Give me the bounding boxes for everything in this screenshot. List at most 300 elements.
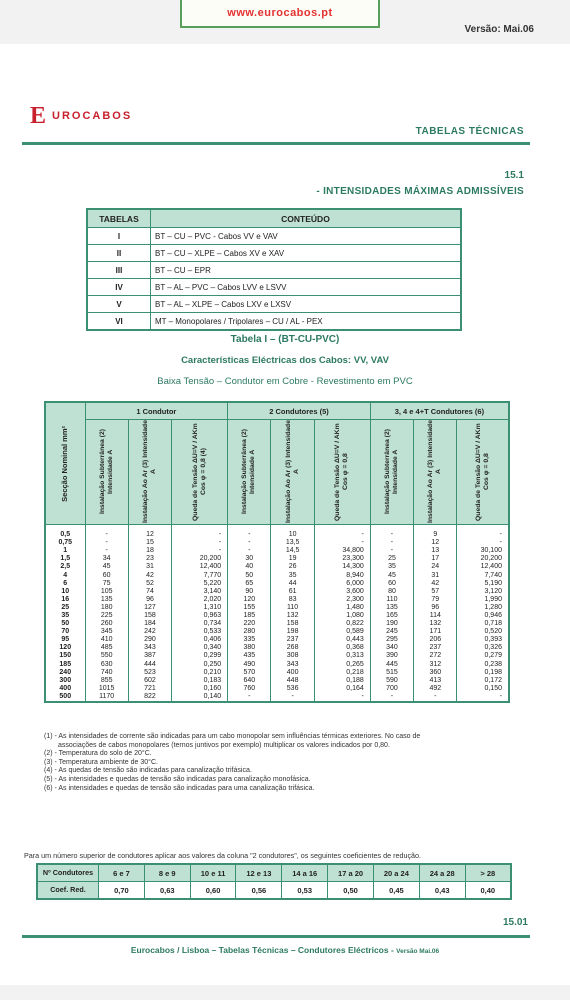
section-cell: 120 <box>45 644 85 652</box>
section-cell: 240 <box>45 669 85 677</box>
toc-table <box>86 208 462 331</box>
intensity-cell: 165 <box>370 612 413 620</box>
intensity-cell: 490 <box>228 661 271 669</box>
intensity-cell: 120 <box>228 596 271 604</box>
intensity-cell: 308 <box>271 652 314 660</box>
url-box[interactable] <box>180 0 380 28</box>
intensity-cell: 340 <box>370 644 413 652</box>
voltage-drop-cell: - <box>457 539 509 547</box>
intensity-cell: 180 <box>85 604 128 612</box>
intensity-cell: 9 <box>414 531 457 539</box>
voltage-drop-cell: 0,326 <box>457 644 509 652</box>
intensity-cell: 42 <box>414 580 457 588</box>
table-row <box>45 596 509 604</box>
intensity-cell: 492 <box>414 685 457 693</box>
footer-text: Eurocabos / Lisboa – Tabelas Técnicas – Condutores Eléctricos - <box>130 945 397 955</box>
intensity-cell: 52 <box>128 580 171 588</box>
voltage-drop-cell: - <box>314 539 370 547</box>
characteristics-body <box>45 525 509 702</box>
voltage-drop-cell: 0,340 <box>172 644 228 652</box>
col-header-voltage-drop: Queda de Tensão ΔU=V / AKm Cos φ = 0,8 <box>457 420 509 525</box>
intensity-cell: 312 <box>414 661 457 669</box>
intensity-cell: 45 <box>85 563 128 571</box>
intensity-cell: 590 <box>370 677 413 685</box>
intensity-cell: 31 <box>414 571 457 579</box>
voltage-drop-cell: 0,188 <box>314 677 370 685</box>
voltage-drop-cell: 0,533 <box>172 628 228 636</box>
site-url[interactable]: www.eurocabos.pt <box>227 7 333 19</box>
intensity-cell: 550 <box>85 652 128 660</box>
voltage-drop-cell: 0,822 <box>314 620 370 628</box>
intensity-cell: 135 <box>85 596 128 604</box>
col-header-voltage-drop: Queda de Tensão ΔU=V / AKm Cos φ = 0,8 <box>314 420 370 525</box>
intensity-cell: 343 <box>271 661 314 669</box>
coef-value-cell: 0,40 <box>465 882 511 900</box>
section-number: 15.1 <box>504 170 524 181</box>
col-header-air: Instalação Ao Ar (3) Intensidade A <box>414 420 457 525</box>
table-title: Tabela I – (BT-CU-PVC) <box>230 334 340 345</box>
section-cell: 6 <box>45 580 85 588</box>
section-cell: 0,75 <box>45 539 85 547</box>
table-subsubtitle: Baixa Tensão – Condutor em Cobre - Revestimento em PVC <box>157 376 413 387</box>
table-row <box>45 539 509 547</box>
intensity-cell: 15 <box>128 539 171 547</box>
table-row <box>45 588 509 596</box>
note-line: (5) - As intensidades e quedas de tensão são indicadas para canalização monofásica. <box>44 775 311 783</box>
section-cell: 1,5 <box>45 555 85 563</box>
intensity-cell: 380 <box>228 644 271 652</box>
section-cell: 4 <box>45 571 85 579</box>
coef-value-cell: 0,63 <box>144 882 190 900</box>
voltage-drop-cell: 0,279 <box>457 652 509 660</box>
voltage-drop-cell: 0,198 <box>457 669 509 677</box>
intensity-cell: 485 <box>85 644 128 652</box>
intensity-cell: 132 <box>271 612 314 620</box>
col-header-voltage-drop: Queda de Tensão ΔU=V / AKm Cos φ = 0,8 (4) <box>172 420 228 525</box>
intensity-cell: 23 <box>128 555 171 563</box>
voltage-drop-cell: 0,443 <box>314 636 370 644</box>
intensity-cell: 114 <box>414 612 457 620</box>
section-cell: 400 <box>45 685 85 693</box>
intensity-cell: 570 <box>228 669 271 677</box>
voltage-drop-cell: 20,200 <box>172 555 228 563</box>
intensity-cell: 96 <box>128 596 171 604</box>
voltage-drop-cell: 1,480 <box>314 604 370 612</box>
intensity-cell: 435 <box>228 652 271 660</box>
intensity-cell: 17 <box>414 555 457 563</box>
intensity-cell: 1015 <box>85 685 128 693</box>
note-line: (1) - As intensidades de corrente são indicadas para um cabo monopolar sem influências térmicas exteriores. No caso de <box>44 733 421 740</box>
voltage-drop-cell: 1,280 <box>457 604 509 612</box>
coef-label-bottom: Coef. Red. <box>37 882 99 900</box>
intensity-cell: 61 <box>271 588 314 596</box>
intensity-cell: 190 <box>370 620 413 628</box>
coef-value-cell: 0,50 <box>328 882 374 900</box>
intensity-cell: - <box>228 539 271 547</box>
intensity-cell: - <box>370 539 413 547</box>
section-cell: 70 <box>45 628 85 636</box>
divider <box>22 935 530 938</box>
intensity-cell: 65 <box>228 580 271 588</box>
group-header-1: 1 Condutor <box>85 402 228 420</box>
voltage-drop-cell: 0,183 <box>172 677 228 685</box>
section-label: TABELAS TÉCNICAS <box>415 126 524 137</box>
voltage-drop-cell: 20,200 <box>457 555 509 563</box>
intensity-cell: 640 <box>228 677 271 685</box>
col-header-underground: Instalação Subterrânea (2) Intensidade A <box>370 420 413 525</box>
footer-version: Versão Mai.06 <box>396 948 440 955</box>
section-cell: 95 <box>45 636 85 644</box>
voltage-drop-cell: 23,300 <box>314 555 370 563</box>
section-cell: 25 <box>45 604 85 612</box>
intensity-cell: 35 <box>271 571 314 579</box>
intensity-cell: 237 <box>414 644 457 652</box>
voltage-drop-cell: 0,313 <box>314 652 370 660</box>
intensity-cell: 387 <box>128 652 171 660</box>
coef-range-cell: 12 e 13 <box>236 864 282 882</box>
intensity-cell: 50 <box>228 571 271 579</box>
section-cell: 150 <box>45 652 85 660</box>
col-header-underground: Instalação Subterrânea (2) Intensidade A <box>85 420 128 525</box>
note-line: associações de cabos monopolares (ternos juntivos por exemplo) multiplicar os valores indicados por 0,80. <box>58 741 390 749</box>
voltage-drop-cell: 12,400 <box>457 563 509 571</box>
intensity-cell: 536 <box>271 685 314 693</box>
voltage-drop-cell: 1,310 <box>172 604 228 612</box>
intensity-cell: 74 <box>128 588 171 596</box>
intensity-cell: 171 <box>414 628 457 636</box>
intensity-cell: 700 <box>370 685 413 693</box>
intensity-cell: - <box>85 531 128 539</box>
intensity-cell: 34 <box>85 555 128 563</box>
coef-range-cell: 6 e 7 <box>99 864 145 882</box>
note-line: (4) - As quedas de tensão são indicadas para canalização trifásica. <box>44 767 252 775</box>
table-row <box>45 652 509 660</box>
table-row <box>45 571 509 579</box>
voltage-drop-cell: - <box>457 531 509 539</box>
intensity-cell: 184 <box>128 620 171 628</box>
intensity-cell: - <box>228 531 271 539</box>
intensity-cell: 295 <box>370 636 413 644</box>
toc-body <box>87 228 461 331</box>
table-row <box>45 555 509 563</box>
intensity-cell: 30 <box>228 555 271 563</box>
coef-value-cell: 0,53 <box>282 882 328 900</box>
group-header-3: 3, 4 e 4+T Condutores (6) <box>370 402 509 420</box>
intensity-cell: 822 <box>128 693 171 702</box>
toc-key: VI <box>87 313 151 331</box>
intensity-cell: 79 <box>414 596 457 604</box>
intensity-cell: - <box>85 539 128 547</box>
voltage-drop-cell: 7,770 <box>172 571 228 579</box>
section-title: - INTENSIDADES MÁXIMAS ADMISSÍVEIS <box>316 186 524 197</box>
intensity-cell: 25 <box>370 555 413 563</box>
intensity-cell: 242 <box>128 628 171 636</box>
coef-table <box>36 863 512 900</box>
coef-range-cell: 8 e 9 <box>144 864 190 882</box>
table-row <box>45 563 509 571</box>
intensity-cell: 80 <box>370 588 413 596</box>
intensity-cell: 268 <box>271 644 314 652</box>
voltage-drop-cell: 3,600 <box>314 588 370 596</box>
intensity-cell: 127 <box>128 604 171 612</box>
intensity-cell: 14,5 <box>271 547 314 555</box>
voltage-drop-cell: 0,589 <box>314 628 370 636</box>
intensity-cell: - <box>414 693 457 702</box>
intensity-cell: 410 <box>85 636 128 644</box>
intensity-cell: 158 <box>271 620 314 628</box>
intensity-cell: 57 <box>414 588 457 596</box>
intensity-cell: 602 <box>128 677 171 685</box>
col-header-underground: Instalação Subterrânea (2) Intensidade A <box>228 420 271 525</box>
section-cell: 16 <box>45 596 85 604</box>
voltage-drop-cell: - <box>172 547 228 555</box>
voltage-drop-cell: - <box>314 531 370 539</box>
toc-row <box>87 262 461 279</box>
intensity-cell: 445 <box>370 661 413 669</box>
coef-value-cell: 0,60 <box>190 882 236 900</box>
voltage-drop-cell: - <box>172 531 228 539</box>
table-row <box>45 636 509 644</box>
table-row <box>45 531 509 539</box>
note-line: (3) - Temperatura ambiente de 30°C. <box>44 758 158 766</box>
intensity-cell: 198 <box>271 628 314 636</box>
coef-value-cell: 0,56 <box>236 882 282 900</box>
voltage-drop-cell: 0,718 <box>457 620 509 628</box>
intensity-cell: 272 <box>414 652 457 660</box>
intensity-cell: 515 <box>370 669 413 677</box>
intensity-cell: 345 <box>85 628 128 636</box>
intensity-cell: 335 <box>228 636 271 644</box>
intensity-cell: 448 <box>271 677 314 685</box>
intensity-cell: 206 <box>414 636 457 644</box>
intensity-cell: 245 <box>370 628 413 636</box>
voltage-drop-cell: 5,220 <box>172 580 228 588</box>
logo-text: UROCABOS <box>52 110 133 122</box>
coef-range-cell: 17 a 20 <box>328 864 374 882</box>
intensity-cell: 185 <box>228 612 271 620</box>
intensity-cell: 1170 <box>85 693 128 702</box>
intensity-cell: 60 <box>370 580 413 588</box>
voltage-drop-cell: 34,800 <box>314 547 370 555</box>
voltage-drop-cell: 12,400 <box>172 563 228 571</box>
toc-header-conteudo: CONTEÚDO <box>151 209 462 228</box>
table-row <box>45 685 509 693</box>
intensity-cell: - <box>271 693 314 702</box>
intensity-cell: 83 <box>271 596 314 604</box>
intensity-cell: 19 <box>271 555 314 563</box>
table-row <box>45 620 509 628</box>
voltage-drop-cell: 8,940 <box>314 571 370 579</box>
intensity-cell: - <box>370 531 413 539</box>
voltage-drop-cell: 1,990 <box>457 596 509 604</box>
intensity-cell: 220 <box>228 620 271 628</box>
intensity-cell: 90 <box>228 588 271 596</box>
coef-intro: Para um número superior de condutores aplicar aos valores da coluna "2 condutores", os seguintes coeficientes de redução. <box>24 851 422 860</box>
toc-row <box>87 296 461 313</box>
coef-label-top: Nº Condutores <box>37 864 99 882</box>
intensity-cell: 740 <box>85 669 128 677</box>
voltage-drop-cell: 0,140 <box>172 693 228 702</box>
table-row <box>45 580 509 588</box>
intensity-cell: 280 <box>228 628 271 636</box>
notes <box>44 733 524 793</box>
voltage-drop-cell: 0,164 <box>314 685 370 693</box>
voltage-drop-cell: 7,740 <box>457 571 509 579</box>
intensity-cell: 110 <box>271 604 314 612</box>
voltage-drop-cell: 0,238 <box>457 661 509 669</box>
coef-value-cell: 0,43 <box>419 882 465 900</box>
intensity-cell: 18 <box>128 547 171 555</box>
coef-range-cell: 10 e 11 <box>190 864 236 882</box>
table-row <box>45 693 509 702</box>
intensity-cell: 110 <box>370 596 413 604</box>
table-row <box>45 661 509 669</box>
note-line: (6) - As intensidades e quedas de tensão são indicadas para uma canalização trifásica. <box>44 784 315 792</box>
intensity-cell: 135 <box>370 604 413 612</box>
toc-key: V <box>87 296 151 313</box>
section-cell: 10 <box>45 588 85 596</box>
coef-range-cell: 20 a 24 <box>373 864 419 882</box>
toc-key: IV <box>87 279 151 296</box>
toc-value: BT – CU – XLPE – Cabos XV e XAV <box>151 245 462 262</box>
intensity-cell: 413 <box>414 677 457 685</box>
intensity-cell: 630 <box>85 661 128 669</box>
intensity-cell: 158 <box>128 612 171 620</box>
voltage-drop-cell: 30,100 <box>457 547 509 555</box>
intensity-cell: 444 <box>128 661 171 669</box>
col-header-air: Instalação Ao Ar (3) Intensidade A <box>128 420 171 525</box>
table-row <box>45 547 509 555</box>
note-line: (2) - Temperatura do solo de 20°C. <box>44 750 152 758</box>
voltage-drop-cell: 14,300 <box>314 563 370 571</box>
intensity-cell: 360 <box>414 669 457 677</box>
table-subtitle: Características Eléctricas dos Cabos: VV, VAV <box>181 355 389 366</box>
footer <box>0 945 570 955</box>
section-cell: 0,5 <box>45 531 85 539</box>
col-header-section: Secção Nominal mm² <box>45 402 85 525</box>
coef-range-cell: 24 a 28 <box>419 864 465 882</box>
coef-header-row <box>37 864 511 882</box>
voltage-drop-cell: 5,190 <box>457 580 509 588</box>
section-cell: 185 <box>45 661 85 669</box>
voltage-drop-cell: - <box>457 693 509 702</box>
voltage-drop-cell: 6,000 <box>314 580 370 588</box>
voltage-drop-cell: 0,406 <box>172 636 228 644</box>
intensity-cell: 42 <box>128 571 171 579</box>
intensity-cell: 343 <box>128 644 171 652</box>
table-row <box>45 612 509 620</box>
version-label: Versão: Mai.06 <box>464 24 534 35</box>
toc-row <box>87 228 461 245</box>
voltage-drop-cell: 2,020 <box>172 596 228 604</box>
voltage-drop-cell: 0,265 <box>314 661 370 669</box>
section-cell: 1 <box>45 547 85 555</box>
intensity-cell: 855 <box>85 677 128 685</box>
intensity-cell: 390 <box>370 652 413 660</box>
voltage-drop-cell: 0,210 <box>172 669 228 677</box>
voltage-drop-cell: 3,120 <box>457 588 509 596</box>
toc-header-tabelas: TABELAS <box>87 209 151 228</box>
toc-row <box>87 313 461 331</box>
intensity-cell: 400 <box>271 669 314 677</box>
col-header-air: Instalação Ao Ar (3) Intensidade A <box>271 420 314 525</box>
toc-value: MT – Monopolares / Tripolares – CU / AL - PEX <box>151 313 462 331</box>
intensity-cell: - <box>228 693 271 702</box>
intensity-cell: 24 <box>414 563 457 571</box>
coef-range-cell: 14 a 16 <box>282 864 328 882</box>
toc-value: BT – AL – PVC – Cabos LVV e LSVV <box>151 279 462 296</box>
intensity-cell: 45 <box>370 571 413 579</box>
toc-row <box>87 279 461 296</box>
coef-range-cell: > 28 <box>465 864 511 882</box>
table-row <box>45 604 509 612</box>
intensity-cell: 760 <box>228 685 271 693</box>
intensity-cell: 155 <box>228 604 271 612</box>
toc-row <box>87 245 461 262</box>
toc-key: II <box>87 245 151 262</box>
bottom-bar <box>0 985 570 1000</box>
intensity-cell: 132 <box>414 620 457 628</box>
intensity-cell: 12 <box>128 531 171 539</box>
toc-value: BT – CU – EPR <box>151 262 462 279</box>
intensity-cell: 26 <box>271 563 314 571</box>
intensity-cell: 40 <box>228 563 271 571</box>
voltage-drop-cell: 0,150 <box>457 685 509 693</box>
intensity-cell: 44 <box>271 580 314 588</box>
intensity-cell: 105 <box>85 588 128 596</box>
voltage-drop-cell: 0,963 <box>172 612 228 620</box>
voltage-drop-cell: 0,218 <box>314 669 370 677</box>
voltage-drop-cell: - <box>172 539 228 547</box>
intensity-cell: 31 <box>128 563 171 571</box>
divider <box>22 142 530 145</box>
section-cell: 500 <box>45 693 85 702</box>
intensity-cell: - <box>228 547 271 555</box>
table-row <box>45 669 509 677</box>
table-row <box>45 644 509 652</box>
voltage-drop-cell: 0,734 <box>172 620 228 628</box>
group-header-2: 2 Condutores (5) <box>228 402 371 420</box>
voltage-drop-cell: 0,160 <box>172 685 228 693</box>
voltage-drop-cell: 1,080 <box>314 612 370 620</box>
voltage-drop-cell: 0,946 <box>457 612 509 620</box>
intensity-cell: - <box>370 547 413 555</box>
intensity-cell: 237 <box>271 636 314 644</box>
toc-key: I <box>87 228 151 245</box>
intensity-cell: 75 <box>85 580 128 588</box>
intensity-cell: - <box>85 547 128 555</box>
section-cell: 2,5 <box>45 563 85 571</box>
logo-e-icon: E <box>30 103 47 129</box>
voltage-drop-cell: 0,299 <box>172 652 228 660</box>
toc-value: BT – CU – PVC - Cabos VV e VAV <box>151 228 462 245</box>
voltage-drop-cell: 0,172 <box>457 677 509 685</box>
toc-value: BT – AL – XLPE – Cabos LXV e LXSV <box>151 296 462 313</box>
voltage-drop-cell: - <box>314 693 370 702</box>
intensity-cell: 721 <box>128 685 171 693</box>
voltage-drop-cell: 0,520 <box>457 628 509 636</box>
toc-key: III <box>87 262 151 279</box>
section-cell: 35 <box>45 612 85 620</box>
intensity-cell: 523 <box>128 669 171 677</box>
intensity-cell: 35 <box>370 563 413 571</box>
intensity-cell: 13 <box>414 547 457 555</box>
voltage-drop-cell: 0,368 <box>314 644 370 652</box>
intensity-cell: 12 <box>414 539 457 547</box>
table-row <box>45 628 509 636</box>
intensity-cell: 290 <box>128 636 171 644</box>
coef-value-row <box>37 882 511 900</box>
